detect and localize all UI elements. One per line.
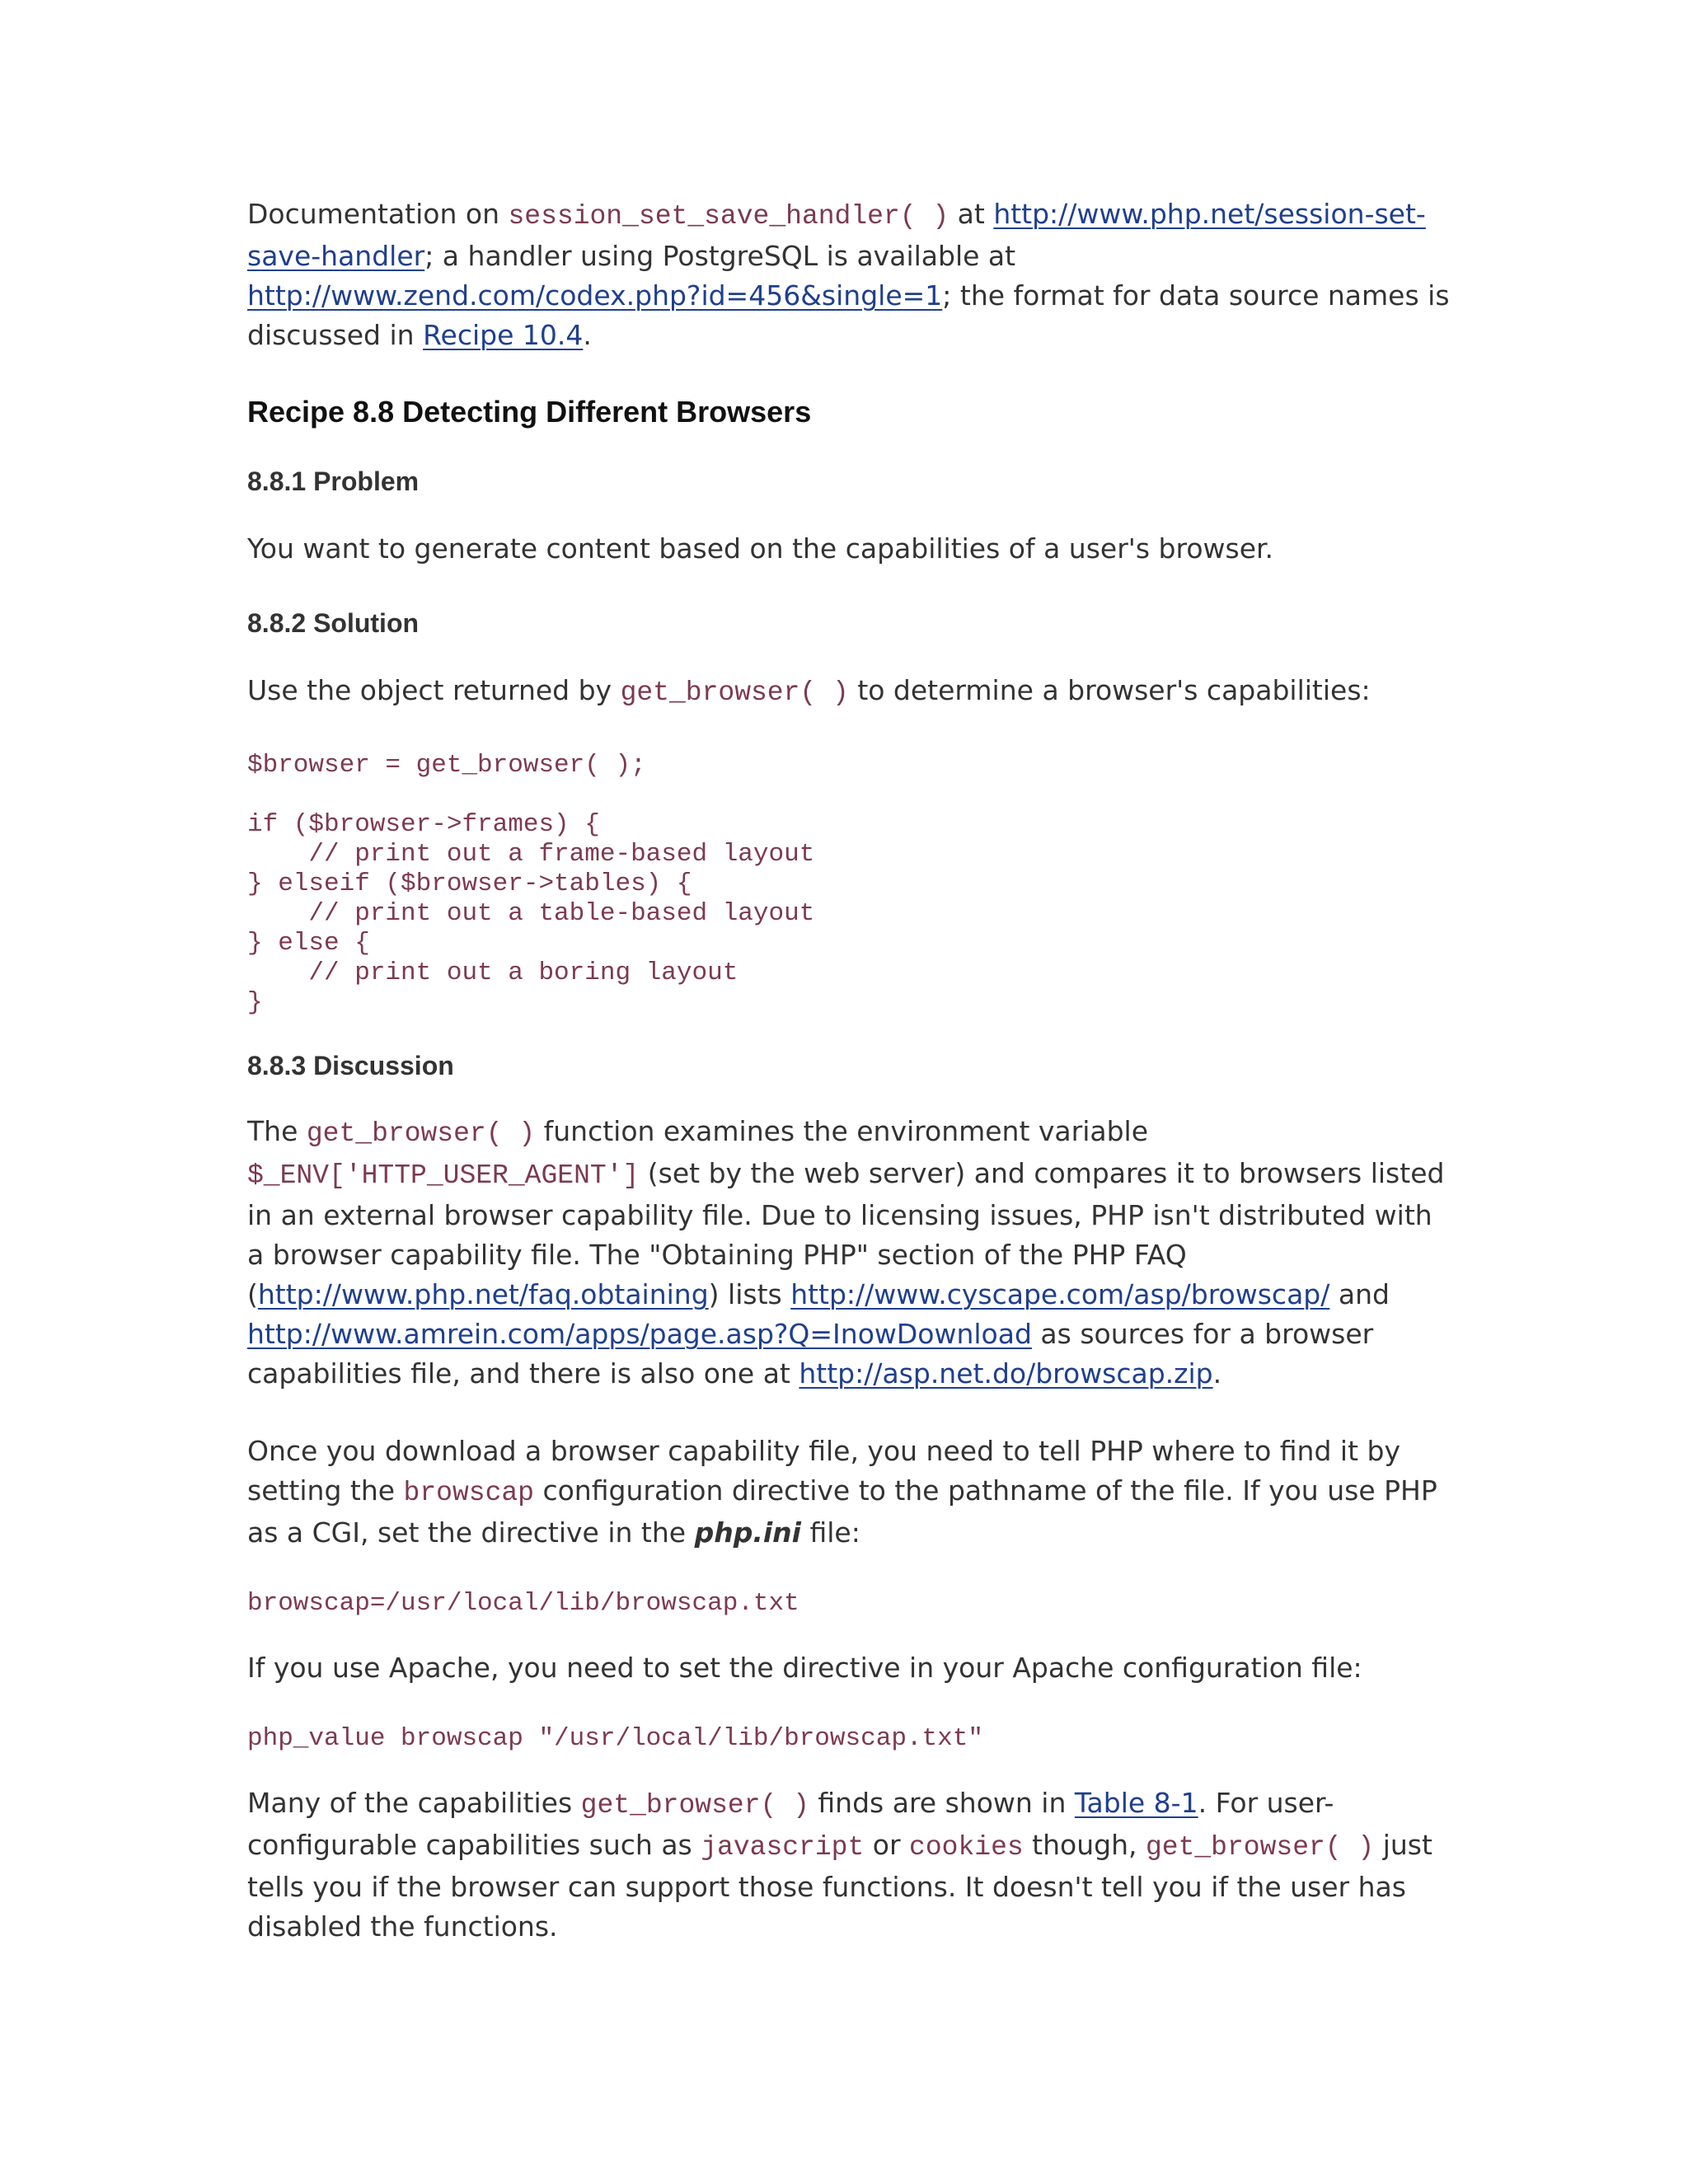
- text: or: [864, 1829, 910, 1861]
- inline-code: get_browser( ): [620, 677, 849, 708]
- text: (set by the web server) and compares it to browsers listed in an external browser capability file. Due to licensing issues, PHP isn't distributed with a browser capability file. The "Obtaining PHP" section of the PHP FAQ (: [247, 1157, 1445, 1310]
- text: . For user-configurable capabilities such as: [247, 1787, 1334, 1861]
- inline-code: get_browser( ): [580, 1790, 809, 1821]
- inline-code: get_browser( ): [306, 1118, 536, 1149]
- text: .: [583, 319, 592, 351]
- link-cyscape-browscap[interactable]: http://www.cyscape.com/asp/browscap/: [790, 1278, 1330, 1310]
- text: file:: [800, 1516, 860, 1549]
- inline-code: $_ENV['HTTP_USER_AGENT']: [247, 1160, 640, 1191]
- text: and: [1329, 1278, 1390, 1310]
- solution-text: [247, 671, 1451, 713]
- intro-paragraph: [247, 194, 1451, 355]
- link-session-set-save-handler[interactable]: http://www.php.net/session-set-save-handler: [247, 198, 1426, 272]
- text: ; a handler using PostgreSQL is available at: [424, 240, 1016, 272]
- browscap-code: browscap=/usr/local/lib/browscap.txt: [247, 1589, 799, 1618]
- discussion-paragraph-3: If you use Apache, you need to set the directive in your Apache configuration file:: [247, 1652, 1362, 1684]
- text: Once you download a browser capability file, you need to tell PHP where to find it by setting the: [247, 1435, 1400, 1507]
- inline-code: browscap: [403, 1478, 534, 1508]
- solution-heading: 8.8.2 Solution: [247, 608, 420, 638]
- text: ; the format for data source names is discussed in: [247, 279, 1450, 351]
- text: Use the object returned by: [247, 674, 621, 706]
- text: to determine a browser's capabilities:: [848, 674, 1371, 706]
- filename-php-ini: php.ini: [694, 1516, 801, 1549]
- recipe-title: Recipe 8.8 Detecting Different Browsers: [247, 395, 812, 429]
- discussion-paragraph-2: [247, 1432, 1451, 1553]
- link-recipe-10-4[interactable]: Recipe 10.4: [423, 319, 584, 351]
- inline-code: cookies: [909, 1832, 1024, 1863]
- solution-code-block: $browser = get_browser( ); if ($browser->frames) { // print out a frame-based layout } elseif ($browser->tables) { // print out a table-based layout } else { // print out a boring layout }: [247, 751, 815, 1017]
- inline-code: session_set_save_handler( ): [508, 201, 950, 232]
- text: as sources for a browser capabilities file, and there is also one at: [247, 1318, 1374, 1390]
- text: Documentation on: [247, 198, 509, 230]
- problem-heading: 8.8.1 Problem: [247, 466, 420, 496]
- text: finds are shown in: [809, 1787, 1075, 1819]
- problem-text: You want to generate content based on the capabilities of a user's browser.: [247, 532, 1274, 565]
- text: The: [247, 1115, 307, 1147]
- text: just tells you if the browser can support those functions. It doesn't tell you if the user has disabled the functions.: [247, 1829, 1432, 1943]
- discussion-paragraph-4: [247, 1783, 1451, 1947]
- text: at: [949, 198, 994, 230]
- text: .: [1212, 1357, 1222, 1390]
- inline-code: javascript: [701, 1832, 865, 1863]
- link-table-8-1[interactable]: Table 8-1: [1074, 1787, 1198, 1819]
- document-page: [247, 194, 1451, 1947]
- inline-code: get_browser( ): [1145, 1832, 1375, 1863]
- text: though,: [1023, 1829, 1146, 1861]
- link-asp-net-browscap-zip[interactable]: http://asp.net.do/browscap.zip: [799, 1357, 1213, 1390]
- discussion-paragraph-1: [247, 1112, 1451, 1394]
- link-amrein-download[interactable]: http://www.amrein.com/apps/page.asp?Q=InowDownload: [247, 1318, 1032, 1350]
- link-php-faq-obtaining[interactable]: http://www.php.net/faq.obtaining: [257, 1278, 709, 1310]
- text: configuration directive to the pathname of the file. If you use PHP as a CGI, set the directive in the: [247, 1474, 1437, 1549]
- text: Many of the capabilities: [247, 1787, 581, 1819]
- link-zend-codex[interactable]: http://www.zend.com/codex.php?id=456&single=1: [247, 279, 943, 312]
- discussion-heading: 8.8.3 Discussion: [247, 1051, 454, 1080]
- apache-code: php_value browscap "/usr/local/lib/browscap.txt": [247, 1724, 983, 1753]
- text: function examines the environment variable: [535, 1115, 1149, 1147]
- text: ) lists: [708, 1278, 791, 1310]
